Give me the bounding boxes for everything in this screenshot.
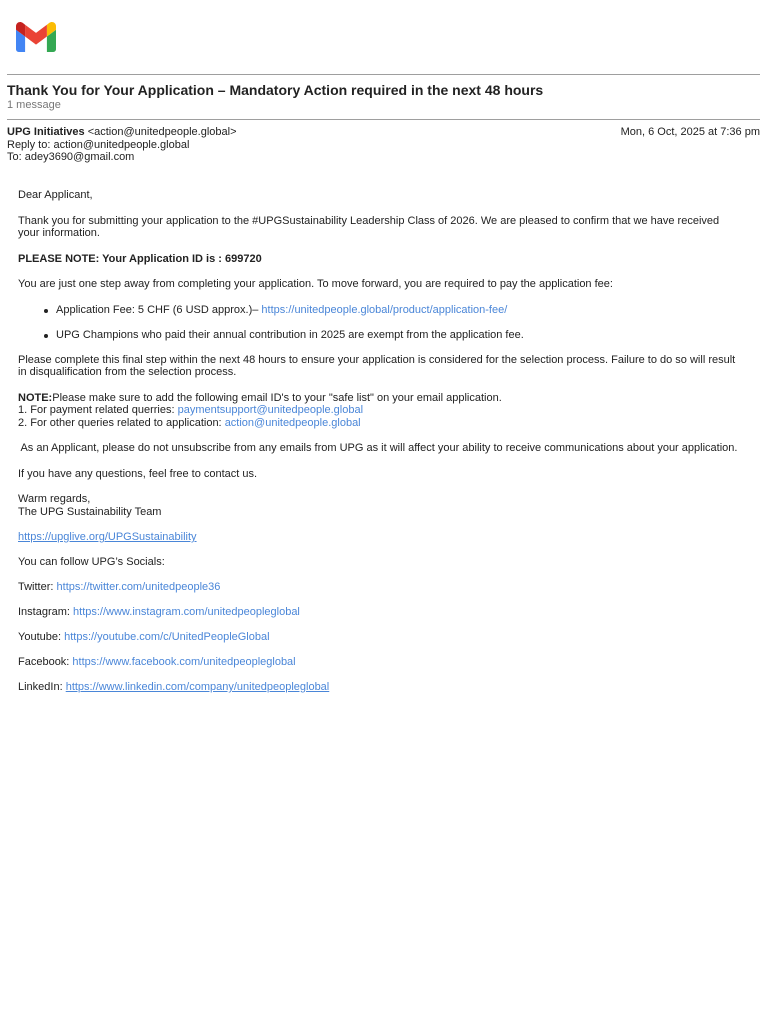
header-divider (7, 74, 760, 75)
social-label: Youtube: (18, 631, 65, 643)
signature (18, 493, 738, 518)
message-body (18, 189, 738, 694)
message-header (7, 126, 760, 164)
email-subject: Thank You for Your Application – Mandatory Action required in the next 48 hours (7, 82, 544, 98)
questions-paragraph: If you have any questions, feel free to contact us. (18, 467, 258, 480)
fee-text: Application Fee: 5 CHF (6 USD approx.)– (56, 303, 262, 316)
payment-email-link[interactable]: paymentsupport@unitedpeople.global (177, 404, 364, 416)
greeting: Dear Applicant, (18, 189, 93, 201)
reply-to: Reply to: action@unitedpeople.global (7, 138, 190, 151)
social-label: Twitter: (18, 581, 57, 593)
social-youtube (18, 631, 738, 644)
application-id-note: PLEASE NOTE: Your Application ID is : 699720 (18, 252, 262, 265)
sender-email: <action@unitedpeople.global> (87, 126, 237, 138)
follow-text: You can follow UPG’s Socials: (18, 556, 165, 568)
note-label: NOTE: (18, 391, 53, 404)
subject-divider (7, 119, 760, 120)
safe-list-note (18, 392, 738, 430)
regards: Warm regards, (18, 493, 91, 505)
message-date: Mon, 6 Oct, 2025 at 7:36 pm (620, 126, 760, 138)
youtube-link[interactable]: https://youtube.com/c/UnitedPeopleGlobal (64, 631, 270, 643)
social-label: Instagram: (18, 606, 74, 618)
message-count: 1 message (7, 99, 61, 111)
social-label: Facebook: (18, 656, 73, 668)
instagram-link[interactable]: https://www.instagram.com/unitedpeopleglobal (73, 606, 300, 618)
social-linkedin (18, 681, 738, 694)
social-label: LinkedIn: (18, 681, 66, 693)
facebook-link[interactable]: https://www.facebook.com/unitedpeopleglobal (72, 656, 296, 668)
other-label: 2. For other queries related to application: (18, 416, 225, 429)
social-twitter (18, 581, 738, 594)
other-email-link[interactable]: action@unitedpeople.global (224, 416, 361, 429)
note-text: Please make sure to add the following email ID's to your "safe list" on your email application. (52, 391, 502, 404)
site-link[interactable]: https://upglive.org/UPGSustainability (18, 531, 197, 543)
unsubscribe-paragraph: As an Applicant, please do not unsubscribe from any emails from UPG as it will affect your ability to receive communications about your application. (18, 442, 738, 454)
payment-label: 1. For payment related querries: (18, 404, 178, 416)
social-instagram (18, 606, 738, 619)
list-item (18, 329, 738, 342)
twitter-link[interactable]: https://twitter.com/unitedpeople36 (56, 581, 221, 593)
exempt-text: UPG Champions who paid their annual contribution in 2025 are exempt from the application fee. (56, 329, 524, 341)
team-name: The UPG Sustainability Team (18, 505, 162, 518)
list-item (18, 304, 738, 317)
fee-link[interactable]: https://unitedpeople.global/product/application-fee/ (261, 303, 508, 316)
recipient: To: adey3690@gmail.com (7, 151, 135, 163)
fee-list (18, 304, 738, 342)
complete-step-paragraph: Please complete this final step within the next 48 hours to ensure your application is considered for the selection process. Failure to do so will result in disqualification from the selection process. (18, 353, 736, 378)
social-facebook (18, 656, 738, 669)
gmail-logo-icon (16, 21, 56, 52)
one-step-paragraph: You are just one step away from completing your application. To move forward, you are required to pay the application fee: (18, 278, 613, 290)
intro-paragraph: Thank you for submitting your application to the #UPGSustainability Leadership Class of 2026. We are pleased to confirm that we have received your information. (18, 214, 720, 239)
linkedin-link[interactable]: https://www.linkedin.com/company/unitedpeopleglobal (65, 681, 330, 693)
sender-name: UPG Initiatives (7, 126, 85, 138)
